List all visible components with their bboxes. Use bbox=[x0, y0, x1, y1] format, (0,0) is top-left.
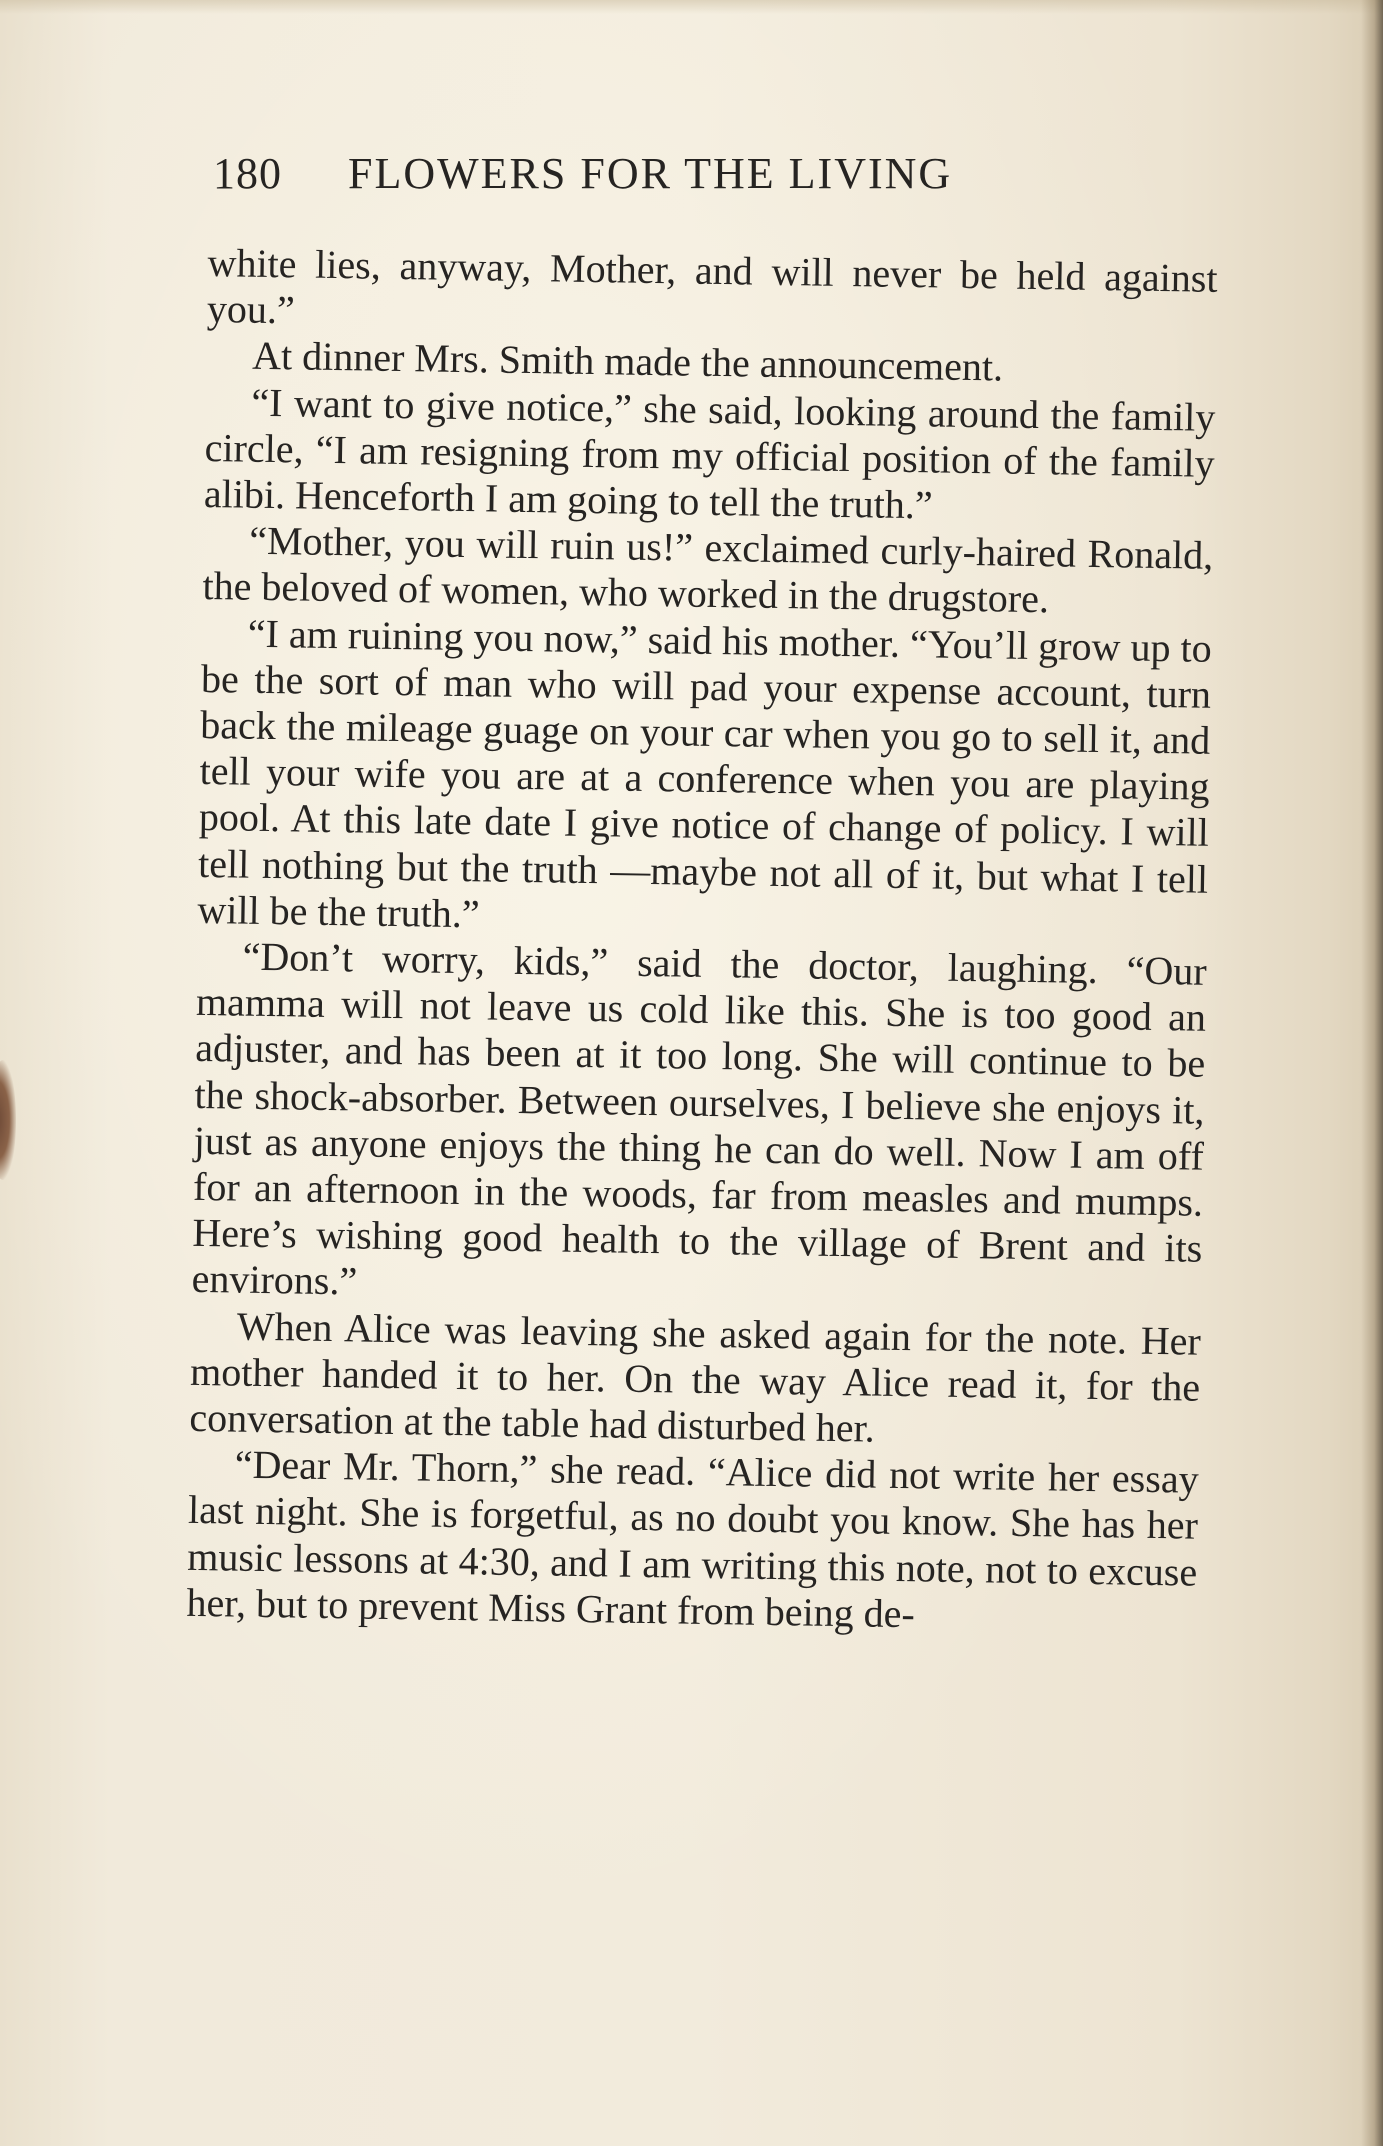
paragraph: At dinner Mrs. Smith made the announcement. bbox=[251, 333, 1004, 390]
page-top-edge bbox=[0, 0, 1383, 14]
body-text bbox=[186, 240, 1218, 1642]
paragraph: “I am ruining you now,” said his mother. “You’ll grow up to be the sort of man who will pad your expense account, turn back the mileage guage on your car when you go to sell it, and tell your wife you are at a conference when you are playing pool. At this late date I give notice of change of policy. I will tell nothing but the truth —maybe not all of it, but what I tell will be the truth.” bbox=[197, 610, 1213, 937]
page-edge-stain bbox=[0, 1060, 16, 1180]
page-number: 180 bbox=[213, 149, 282, 198]
paragraph-continued: white lies, anyway, Mother, and will never be held against you.” bbox=[206, 240, 1218, 333]
paragraph: “Mother, you will ruin us!” exclaimed curly-haired Ronald, the beloved of women, who worked in the drugstore. bbox=[202, 517, 1214, 622]
paragraph: “Don’t worry, kids,” said the doctor, laughing. “Our mamma will not leave us cold like this. She is too good an adjuster, and has been at it too long. She will continue to be the shock-absorber. Between ourselves, I believe she enjoys it, just as anyone enjoys the thing he can do well. Now I am off for an afternoon in the woods, far from measles and mumps. Here’s wishing good health to the village of Brent and its environs.” bbox=[191, 933, 1207, 1304]
page-gutter-shadow bbox=[1361, 0, 1383, 2146]
running-title: FLOWERS FOR THE LIVING bbox=[348, 149, 953, 198]
paragraph: “I want to give notice,” she said, looking around the family circle, “I am resigning from my official position of the family alibi. Henceforth I am going to tell the truth.” bbox=[203, 379, 1216, 528]
paragraph: “Dear Mr. Thorn,” she read. “Alice did not write her essay last night. She is forgetful, as no doubt you know. She has her music lessons at 4:30, and I am writing this note, not to excuse her, but to prevent Miss Grant from being de- bbox=[186, 1441, 1200, 1637]
paragraph: When Alice was leaving she asked again for the note. Her mother handed it to her. On the way Alice read it, for the conversation at the table had disturbed her. bbox=[189, 1303, 1202, 1451]
running-header bbox=[213, 146, 1213, 202]
